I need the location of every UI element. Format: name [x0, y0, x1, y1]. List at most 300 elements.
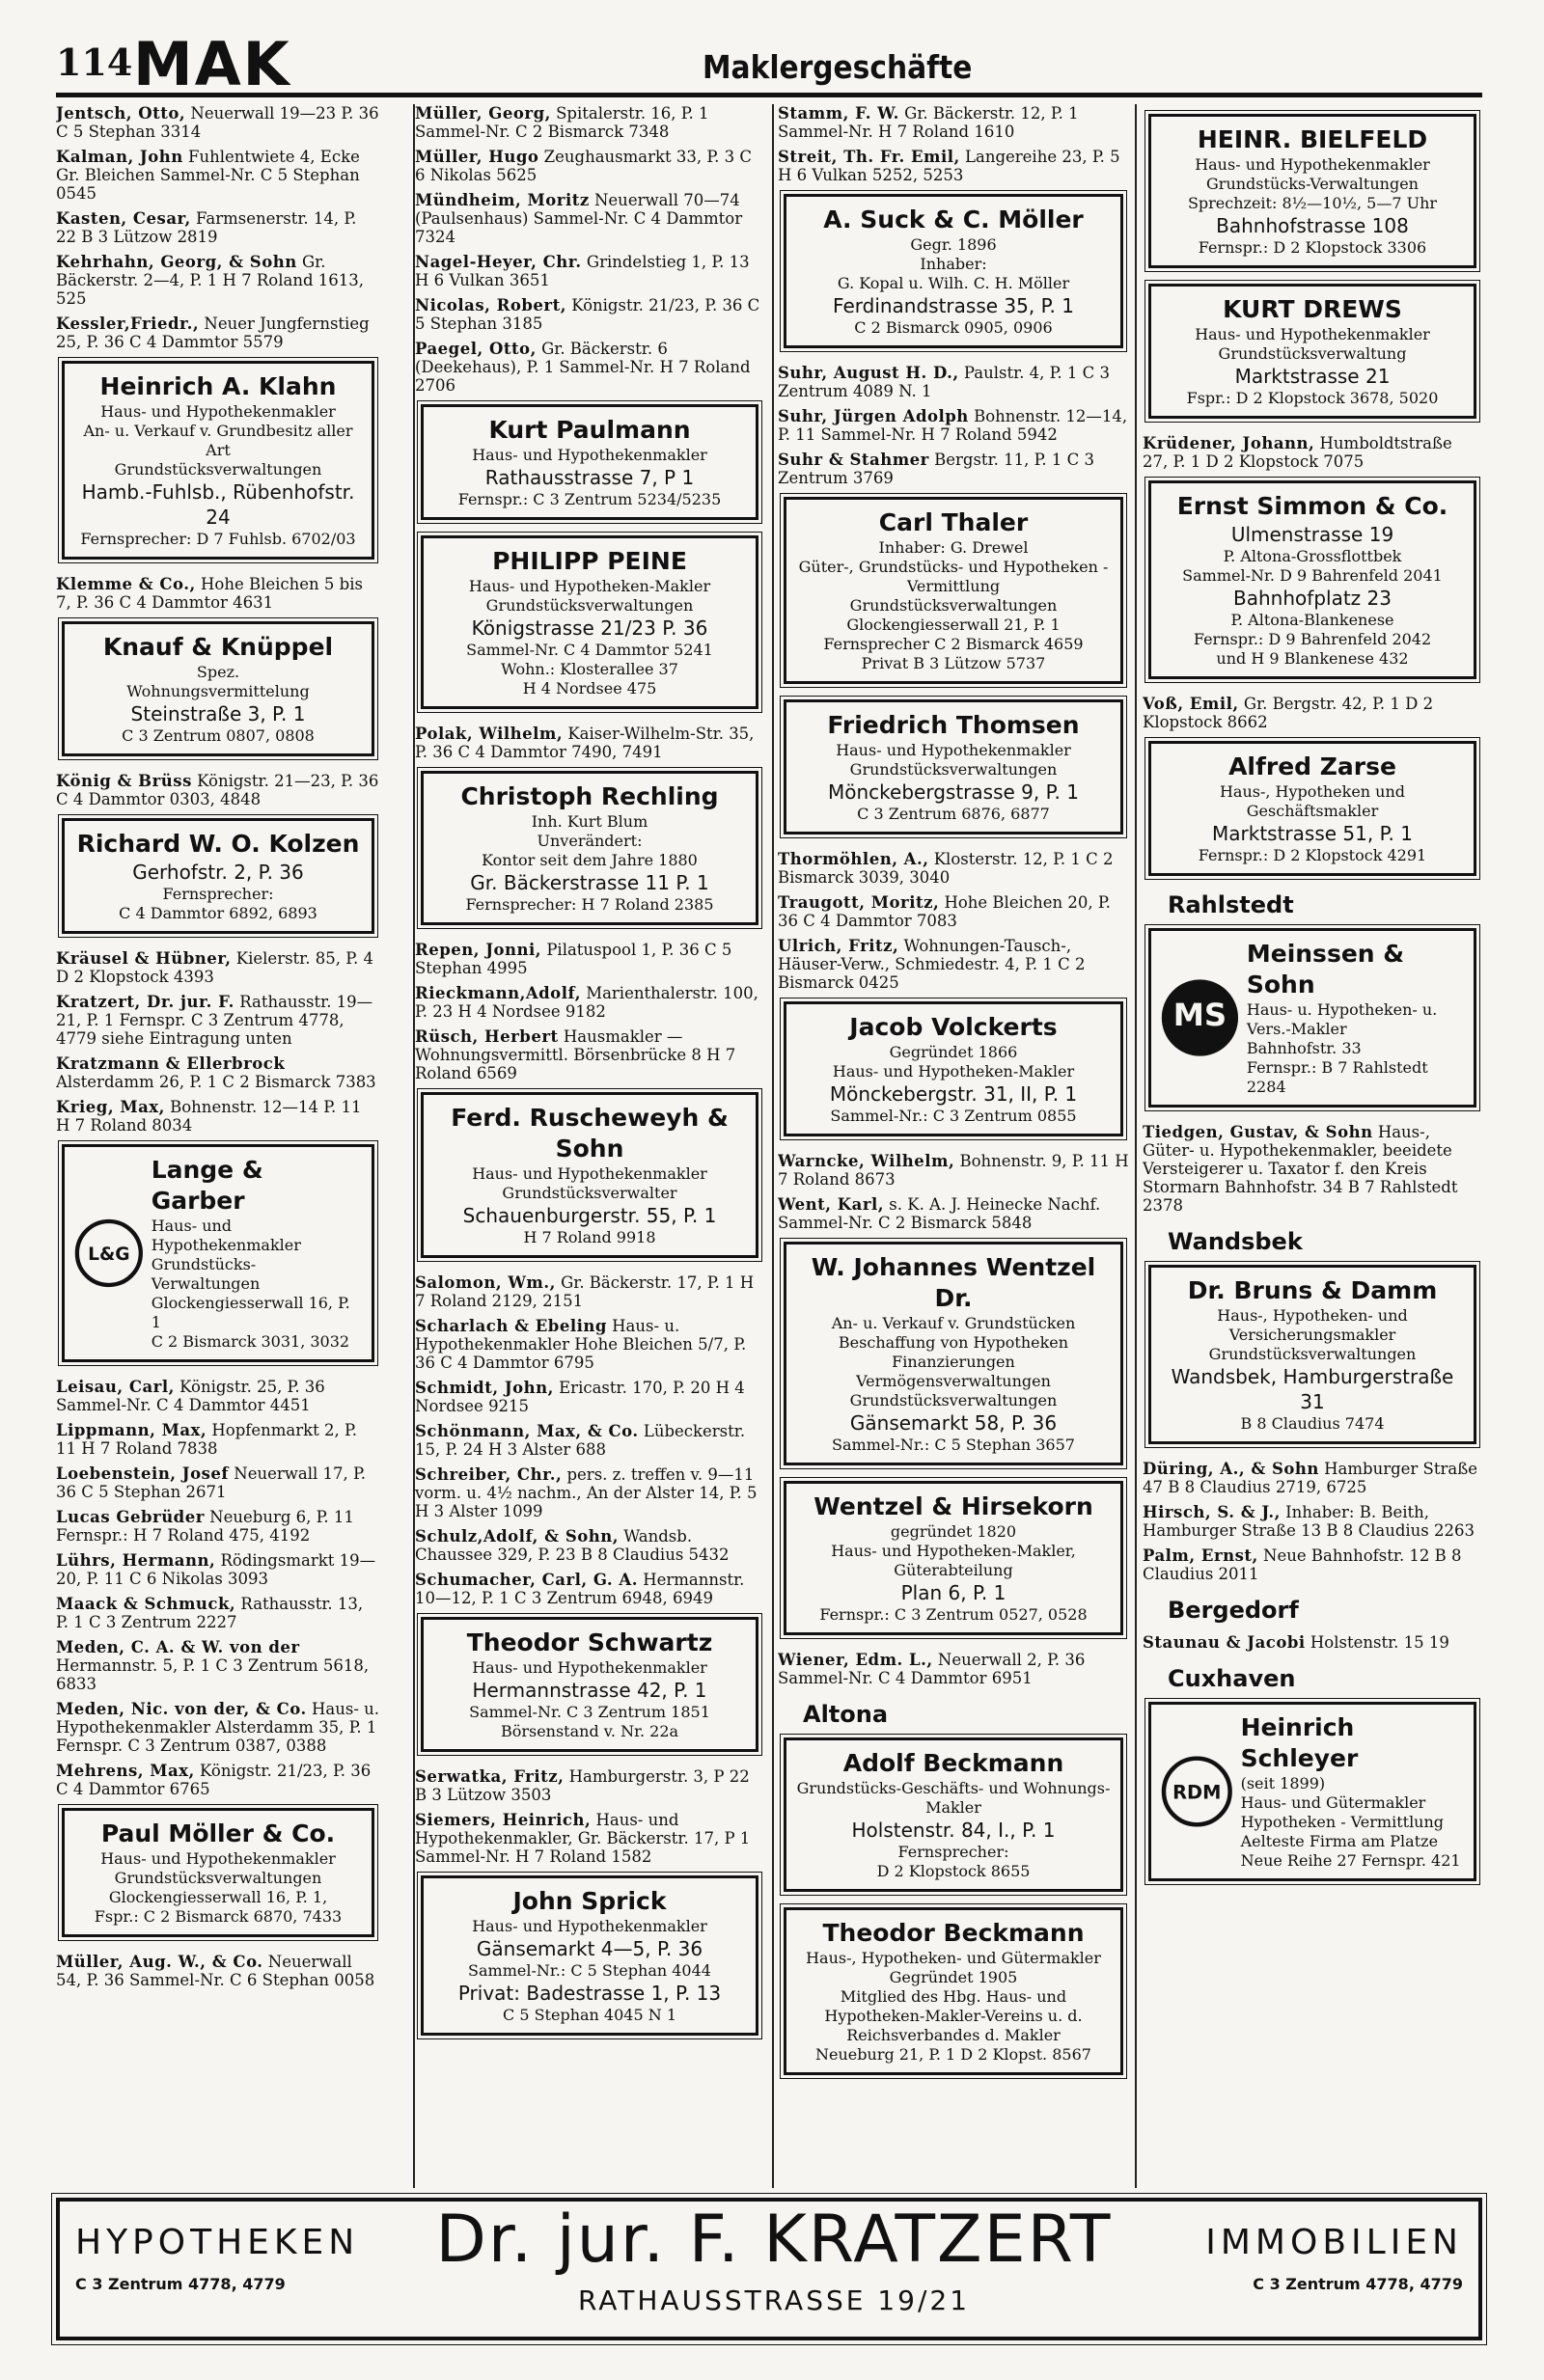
directory-entry: [56, 1595, 380, 1631]
directory-entry: [415, 1811, 764, 1866]
advert-line: Grundstücksverwaltungen: [849, 760, 1058, 779]
advert-line: Hypotheken - Vermittlung: [1240, 1813, 1445, 1831]
directory-entry: [56, 1378, 380, 1414]
entry-details: Bohnenstr. 12—14 P. 11 H 7 Roland 8034: [56, 1098, 362, 1135]
entry-name: Kratzert, Dr. jur. F.: [56, 993, 234, 1011]
advert-box: [421, 404, 758, 520]
entry-name: Meden, C. A. & W. von der: [56, 1638, 300, 1656]
entry-details: Zeughausmarkt 33, P. 3 C 6 Nikolas 5625: [415, 148, 752, 184]
advert-box-logo: [62, 1144, 374, 1362]
advert-line: Wandsbek, Hamburgerstraße 31: [1171, 1365, 1454, 1413]
advert-box: [1148, 284, 1476, 419]
advert-text: [1247, 939, 1464, 1097]
column-3: [778, 104, 1129, 2188]
banner-right-phone: C 3 Zentrum 4778, 4779: [1253, 2275, 1463, 2293]
entry-details: Holstenstr. 15 19: [1310, 1633, 1449, 1652]
entry-details: Königstr. 21—23, P. 36 C 4 Dammtor 0303, 4848: [56, 772, 379, 808]
advert-line: Marktstrasse 21: [1234, 365, 1391, 388]
entry-name: König & Brüss: [56, 772, 192, 790]
banner-right-title: IMMOBILIEN: [1205, 2223, 1463, 2262]
entry-name: Müller, Hugo: [415, 148, 539, 166]
advert-line: Gr. Bäckerstrasse 11 P. 1: [470, 871, 709, 894]
advert-box: [62, 621, 374, 756]
entry-name: Leisau, Carl,: [56, 1378, 175, 1396]
directory-entry: [415, 296, 764, 333]
advert-box: [784, 194, 1123, 348]
entry-name: Polak, Wilhelm,: [415, 725, 564, 743]
advert-firm-name: Carl Thaler: [878, 508, 1029, 536]
advert-line: Grundstücksverwalter: [502, 1184, 677, 1202]
entry-name: Ulrich, Fritz,: [778, 937, 899, 955]
directory-entry: [778, 1651, 1129, 1687]
entry-details: Gr. Bäckerstr. 6 (Deekehaus), P. 1 Sammel-Nr. H 7 Roland 2706: [415, 340, 751, 395]
entry-name: Lührs, Hermann,: [56, 1551, 216, 1570]
entry-details: Fuhlentwiete 4, Ecke Gr. Bleichen Sammel-Nr. C 5 Stephan 0545: [56, 148, 360, 203]
advert-box: [421, 1092, 758, 1258]
entry-details: Hausmakler — Wohnungsvermittl. Börsenbrücke 8 H 7 Roland 6569: [415, 1027, 736, 1082]
entry-details: Pilatuspool 1, P. 36 C 5 Stephan 4995: [415, 941, 732, 977]
directory-entry: [56, 1508, 380, 1545]
advert-line: B 8 Claudius 7474: [1240, 1414, 1385, 1433]
place-heading: Cuxhaven: [1168, 1665, 1296, 1692]
advert-line: Wohnungsvermittelung: [126, 682, 310, 700]
entry-name: Tiedgen, Gustav, & Sohn: [1143, 1123, 1373, 1141]
advert-firm-name: Theodor Beckmann: [822, 1919, 1085, 1947]
advert-line: Haus- und Hypotheken-Makler: [468, 577, 711, 595]
advert-line: Grundstücks-Geschäfts- und Wohnungs-Makler: [796, 1779, 1111, 1817]
advert-line: Haus- und Hypothekenmakler: [472, 1917, 707, 1935]
svg-text:MS: MS: [1172, 997, 1227, 1034]
header-rule: [56, 93, 1482, 97]
entry-details: Hermannstr. 10—12, P. 1 C 3 Zentrum 6948, 6949: [415, 1571, 745, 1607]
entry-name: Müller, Georg,: [415, 104, 551, 123]
advert-box: [784, 1001, 1123, 1136]
entry-name: Traugott, Moritz,: [778, 893, 940, 912]
firm-logo-icon: [1161, 1753, 1233, 1830]
directory-entry: [1143, 434, 1482, 471]
directory-entry: [56, 315, 380, 351]
entry-details: Lübeckerstr. 15, P. 24 H 3 Alster 688: [415, 1422, 746, 1459]
advert-line: Rathausstrasse 7, P 1: [484, 466, 695, 489]
entry-name: Lippmann, Max,: [56, 1421, 207, 1439]
advert-line: Mönckebergstrasse 9, P. 1: [828, 780, 1079, 804]
advert-line: Fernsprecher C 2 Bismarck 4659: [823, 635, 1084, 653]
advert-box: [421, 535, 758, 709]
entry-name: Siemers, Heinrich,: [415, 1811, 592, 1829]
advert-box-logo: [1148, 1702, 1476, 1881]
advert-line: Fernspr.: D 9 Bahrenfeld 2042: [1193, 630, 1432, 648]
advert-line: Vermögensverwaltungen: [856, 1372, 1051, 1390]
advert-box-logo: [1148, 928, 1476, 1108]
advert-line: Haus- und Hypothekenmakler: [1195, 325, 1430, 343]
banner-center-name: Dr. jur. F. KRATZERT: [435, 2202, 1113, 2278]
directory-entry: [415, 1027, 764, 1082]
advert-line: (seit 1899): [1240, 1774, 1326, 1792]
advert-line: C 4 Dammtor 6892, 6893: [119, 904, 317, 922]
directory-entry: [56, 949, 380, 986]
advert-line: Privat B 3 Lützow 5737: [861, 654, 1046, 672]
advert-line: Fspr.: C 2 Bismarck 6870, 7433: [94, 1907, 343, 1926]
advert-box: [62, 361, 374, 560]
entry-name: Voß, Emil,: [1143, 695, 1239, 713]
advert-firm-name: Friedrich Thomsen: [827, 711, 1080, 739]
advert-line: C 2 Bismarck 0905, 0906: [854, 318, 1053, 337]
entry-name: Schönmann, Max, & Co.: [415, 1422, 639, 1440]
directory-entry: [56, 1700, 380, 1755]
entry-name: Rüsch, Herbert: [415, 1027, 559, 1046]
entry-details: Wandsb. Chaussee 329, P. 23 B 8 Claudius 5432: [415, 1527, 730, 1564]
directory-entry: [56, 1421, 380, 1458]
advert-firm-name: Lange & Garber: [151, 1156, 263, 1215]
page-header: [56, 29, 1482, 99]
advert-line: Gegr. 1896: [910, 235, 997, 254]
entry-details: Gr. Bäckerstr. 17, P. 1 H 7 Roland 2129, 2151: [415, 1273, 755, 1310]
directory-entry: [56, 993, 380, 1048]
banner-left-title: HYPOTHEKEN: [75, 2223, 360, 2262]
advert-line: Bahnhofstrasse 108: [1216, 214, 1409, 237]
advert-line: Bahnhofplatz 23: [1233, 587, 1392, 610]
entry-name: Krieg, Max,: [56, 1098, 165, 1116]
directory-entry: [778, 148, 1129, 184]
entry-details: Gr. Bäckerstr. 12, P. 1 Sammel-Nr. H 7 Roland 1610: [778, 104, 1079, 141]
directory-entry: [415, 104, 764, 141]
advert-box: [62, 1808, 374, 1937]
entry-details: Neuerwall 17, P. 36 C 5 Stephan 2671: [56, 1464, 366, 1501]
entry-name: Schumacher, Carl, G. A.: [415, 1571, 638, 1589]
entry-details: Gr. Bergstr. 42, P. 1 D 2 Klopstock 8662: [1143, 695, 1434, 731]
advert-line: Fernspr.: D 2 Klopstock 3306: [1198, 238, 1427, 257]
entry-details: Farmsenerstr. 14, P. 22 B 3 Lützow 2819: [56, 209, 357, 246]
advert-line: Mitglied des Hbg. Haus- und Hypotheken-Makler-Vereins u. d. Reichsverbandes d. Makler: [824, 1987, 1083, 2044]
advert-line: Aelteste Firma am Platze: [1240, 1832, 1439, 1850]
entry-details: Kaiser-Wilhelm-Str. 35, P. 36 C 4 Dammtor 7490, 7491: [415, 725, 755, 761]
entry-name: Klemme & Co.,: [56, 575, 196, 593]
place-heading: Wandsbek: [1168, 1228, 1303, 1255]
entry-name: Kasten, Cesar,: [56, 209, 191, 228]
column-divider: [772, 104, 774, 2188]
advert-line: Gänsemarkt 58, P. 36: [849, 1411, 1058, 1435]
advert-line: Finanzierungen: [892, 1353, 1015, 1371]
advert-firm-name: Richard W. O. Kolzen: [76, 830, 360, 858]
advert-line: Haus- und Hypothekenmakler: [836, 741, 1071, 759]
advert-line: Schauenburgerstr. 55, P. 1: [462, 1204, 717, 1227]
column-1: [56, 104, 380, 2188]
advert-line: Kontor seit dem Jahre 1880: [482, 851, 698, 869]
advert-line: Inhaber: G. Drewel: [878, 538, 1029, 557]
advert-line: Haus- und Hypothekenmakler: [472, 446, 707, 464]
advert-line: Fernspr.: C 3 Zentrum 5234/5235: [457, 490, 722, 508]
column-2: [415, 104, 764, 2188]
advert-line: Holstenstr. 84, I., P. 1: [851, 1819, 1056, 1842]
advert-line: C 2 Bismarck 3031, 3032: [151, 1332, 350, 1351]
entry-details: Klosterstr. 12, P. 1 C 2 Bismarck 3039, 3040: [778, 850, 1114, 887]
advert-line: Sammel-Nr. C 3 Zentrum 1851: [469, 1703, 710, 1721]
advert-line: und H 9 Blankenese 432: [1216, 649, 1409, 668]
directory-entry: [415, 725, 764, 761]
entry-details: Inhaber: B. Beith, Hamburger Straße 13 B 8 Claudius 2263: [1143, 1503, 1475, 1540]
advert-box: [1148, 114, 1476, 268]
entry-details: Neuer Jungfernstieg 25, P. 36 C 4 Dammtor 5579: [56, 315, 370, 351]
directory-entry: [56, 148, 380, 203]
entry-details: Neuerwall 70—74 (Paulsenhaus) Sammel-Nr. C 4 Dammtor 7324: [415, 191, 743, 246]
advert-firm-name: Knauf & Knüppel: [102, 633, 334, 661]
entry-name: Thormöhlen, A.,: [778, 850, 929, 868]
entry-details: Neuerwall 19—23 P. 36 C 5 Stephan 3314: [56, 104, 379, 141]
firm-logo-icon: [1161, 965, 1239, 1071]
advert-line: Fernsprecher: D 7 Fuhlsb. 6702/03: [80, 530, 356, 548]
entry-name: Salomon, Wm.,: [415, 1273, 556, 1292]
directory-entry: [415, 191, 764, 246]
advert-text: [1241, 1712, 1464, 1871]
advert-firm-name: A. Suck & C. Möller: [823, 205, 1084, 233]
entry-details: pers. z. treffen v. 9—11 vorm. u. 4½ nachm., An der Alster 14, P. 5 H 3 Alster 1099: [415, 1465, 758, 1520]
entry-details: Neue Bahnhofstr. 12 B 8 Claudius 2011: [1143, 1546, 1462, 1583]
directory-entry: [415, 1571, 764, 1607]
entry-details: Langereihe 23, P. 5 H 6 Vulkan 5252, 5253: [778, 148, 1120, 184]
advert-firm-name: Heinrich A. Klahn: [99, 372, 337, 400]
section-title: Maklergeschäfte: [703, 48, 973, 86]
advert-firm-name: Jacob Volckerts: [849, 1013, 1058, 1041]
entry-details: Bohnenstr. 12—14, P. 11 Sammel-Nr. H 7 Roland 5942: [778, 407, 1128, 444]
directory-entry: [415, 1273, 764, 1310]
entry-details: Paulstr. 4, P. 1 C 3 Zentrum 4089 N. 1: [778, 364, 1111, 400]
entry-name: Schmidt, John,: [415, 1379, 554, 1397]
advert-text: [152, 1155, 362, 1352]
entry-details: Hermannstr. 5, P. 1 C 3 Zentrum 5618, 6833: [56, 1656, 370, 1693]
entry-name: Paegel, Otto,: [415, 340, 537, 358]
page-number: 114: [56, 41, 133, 84]
advert-box: [421, 771, 758, 925]
advert-line: Fspr.: D 2 Klopstock 3678, 5020: [1186, 389, 1439, 407]
advert-line: Haus- und Hypotheken-Makler: [832, 1062, 1075, 1081]
entry-name: Kehrhahn, Georg, & Sohn: [56, 253, 297, 271]
directory-entry: [415, 1527, 764, 1564]
entry-name: Schreiber, Chr.,: [415, 1465, 563, 1484]
advert-box: [1148, 480, 1476, 679]
entry-name: Wiener, Edm. L.,: [778, 1651, 933, 1669]
entry-name: Rieckmann,Adolf,: [415, 984, 581, 1002]
entry-name: Müller, Aug. W., & Co.: [56, 1953, 263, 1971]
directory-entry: [1143, 1460, 1482, 1496]
advert-line: Mönckebergstr. 31, II, P. 1: [829, 1082, 1078, 1106]
advert-line: Königstrasse 21/23 P. 36: [471, 616, 708, 640]
directory-entry: [415, 1767, 764, 1804]
directory-entry: [56, 1551, 380, 1588]
advert-line: Fernsprecher:: [162, 885, 274, 903]
advert-logo-row: [1161, 939, 1464, 1097]
advert-line: Hamb.-Fuhlsb., Rübenhofstr. 24: [81, 480, 355, 529]
directory-entry: [778, 893, 1129, 930]
entry-name: Suhr, August H. D.,: [778, 364, 959, 382]
directory-entry: [56, 253, 380, 308]
advert-line: gegründet 1820: [890, 1522, 1017, 1541]
entry-name: Warncke, Wilhelm,: [778, 1152, 955, 1170]
directory-entry: [1143, 1633, 1482, 1652]
advert-line: Gänsemarkt 4—5, P. 36: [476, 1937, 703, 1960]
banner-left-phone: C 3 Zentrum 4778, 4779: [75, 2275, 286, 2293]
kratzert-banner-ad: [56, 2198, 1482, 2340]
advert-line: Glockengiesserwall 16, P. 1,: [108, 1888, 328, 1906]
entry-details: Spitalerstr. 16, P. 1 Sammel-Nr. C 2 Bismarck 7348: [415, 104, 709, 141]
directory-entry: [415, 1379, 764, 1415]
advert-firm-name: John Sprick: [512, 1887, 667, 1915]
advert-line: Neue Reihe 27 Fernspr. 421: [1240, 1851, 1461, 1870]
entry-details: Haus- u. Hypothekenmakler Hohe Bleichen 5/7, P. 36 C 4 Dammtor 6795: [415, 1317, 747, 1372]
advert-line: Haus-, Hypotheken- und Gütermakler: [806, 1949, 1101, 1967]
advert-line: Grundstücksverwaltungen: [849, 596, 1058, 615]
directory-entry: [415, 340, 764, 395]
entry-details: Neueburg 6, P. 11 Fernspr.: H 7 Roland 475, 4192: [56, 1508, 354, 1545]
entry-name: Maack & Schmuck,: [56, 1595, 236, 1613]
advert-line: Sammel-Nr. D 9 Bahrenfeld 2041: [1182, 566, 1443, 585]
advert-line: Beschaffung von Hypotheken: [838, 1333, 1069, 1352]
advert-line: Marktstrasse 51, P. 1: [1212, 822, 1413, 845]
directory-entry: [56, 1953, 380, 1989]
advert-firm-name: KURT DREWS: [1223, 295, 1402, 323]
entry-details: Haus-, Güter- u. Hypothekenmakler, beeidete Versteigerer u. Taxator f. den Kreis Stormarn Bahnhofstr. 34 B 7 Rahlstedt 2378: [1143, 1123, 1458, 1215]
directory-entry: [415, 984, 764, 1021]
advert-box: [784, 1737, 1123, 1892]
advert-line: Privat: Badestrasse 1, P. 13: [457, 1982, 722, 2005]
directory-entry: [415, 1422, 764, 1459]
advert-line: Glockengiesserwall 21, P. 1: [846, 616, 1061, 634]
entry-details: Hamburgerstr. 3, P 22 B 3 Lützow 3503: [415, 1767, 750, 1804]
advert-firm-name: Dr. Bruns & Damm: [1187, 1276, 1438, 1304]
advert-line: D 2 Klopstock 8655: [876, 1862, 1031, 1880]
entry-name: Kratzmann & Ellerbrock: [56, 1054, 286, 1073]
entry-details: Haus- u. Hypothekenmakler Alsterdamm 35, P. 1 Fernspr. C 3 Zentrum 0387, 0388: [56, 1700, 380, 1755]
directory-entry: [415, 1465, 764, 1520]
advert-line: Haus- u. Hypotheken- u. Vers.-Makler: [1246, 1000, 1438, 1038]
entry-details: Humboldtstraße 27, P. 1 D 2 Klopstock 7075: [1143, 434, 1452, 471]
entry-details: Ericastr. 170, P. 20 H 4 Nordsee 9215: [415, 1379, 745, 1415]
directory-entry: [1143, 695, 1482, 731]
entry-details: Wohnungen-Tausch-, Häuser-Verw., Schmiedestr. 4, P. 1 C 2 Bismarck 0425: [778, 937, 1086, 992]
advert-line: Grundstücksverwaltungen: [114, 1869, 322, 1887]
advert-box: [1148, 1265, 1476, 1444]
directory-entry: [778, 1195, 1129, 1232]
entry-details: Marienthalerstr. 100, P. 23 H 4 Nordsee 9182: [415, 984, 758, 1021]
entry-name: Nicolas, Robert,: [415, 296, 566, 315]
advert-line: Güter-, Grundstücks- und Hypotheken - Vermittlung: [798, 558, 1109, 595]
advert-firm-name: Ernst Simmon & Co.: [1176, 492, 1448, 520]
advert-box: [784, 699, 1123, 834]
advert-line: P. Altona-Blankenese: [1230, 611, 1394, 629]
advert-line: Haus- und Hypotheken-Makler, Güterabteilung: [831, 1542, 1076, 1579]
advert-firm-name: Heinrich Schleyer: [1240, 1713, 1359, 1772]
advert-line: Glockengiesserwall 16, P. 1: [151, 1294, 350, 1331]
advert-firm-name: Wentzel & Hirsekorn: [813, 1492, 1093, 1520]
advert-firm-name: Paul Möller & Co.: [100, 1819, 336, 1847]
advert-line: Gerhofstr. 2, P. 36: [132, 861, 304, 884]
entry-details: s. K. A. J. Heinecke Nachf. Sammel-Nr. C 2 Bismarck 5848: [778, 1195, 1101, 1232]
advert-line: Grundstücksverwaltungen: [849, 1391, 1058, 1409]
advert-firm-name: Ferd. Ruscheweyh & Sohn: [451, 1104, 729, 1163]
entry-details: Rathausstr. 13, P. 1 C 3 Zentrum 2227: [56, 1595, 364, 1631]
directory-entry: [56, 209, 380, 246]
entry-name: Meden, Nic. von der, & Co.: [56, 1700, 307, 1718]
directory-entry: [778, 364, 1129, 400]
directory-entry: [778, 407, 1129, 444]
advert-box: [784, 1481, 1123, 1635]
place-heading: Rahlstedt: [1168, 891, 1294, 918]
entry-name: Kräusel & Hübner,: [56, 949, 232, 968]
entry-name: Loebenstein, Josef: [56, 1464, 229, 1483]
advert-box: [784, 1242, 1123, 1465]
entry-details: Kielerstr. 85, P. 4 D 2 Klopstock 4393: [56, 949, 373, 986]
entry-name: Jentsch, Otto,: [56, 104, 186, 123]
advert-line: Inh. Kurt Blum: [531, 812, 648, 831]
advert-line: Gegründet 1866: [889, 1043, 1018, 1061]
advert-line: Grundstücks-Verwaltungen: [151, 1255, 261, 1293]
entry-details: Gr. Bäckerstr. 2—4, P. 1 H 7 Roland 1613, 525: [56, 253, 365, 308]
entry-name: Suhr, Jürgen Adolph: [778, 407, 969, 425]
entry-name: Nagel-Heyer, Chr.: [415, 253, 582, 271]
advert-line: Fernspr.: B 7 Rahlstedt 2284: [1246, 1058, 1428, 1096]
advert-line: Haus- und Hypothekenmakler: [472, 1658, 707, 1677]
advert-line: C 3 Zentrum 6876, 6877: [857, 805, 1050, 823]
advert-line: H 7 Roland 9918: [523, 1228, 656, 1246]
advert-firm-name: Adolf Beckmann: [842, 1749, 1064, 1777]
advert-line: Gegründet 1905: [889, 1968, 1018, 1986]
directory-entry: [56, 1464, 380, 1501]
directory-entry: [778, 451, 1129, 487]
directory-entry: [56, 1054, 380, 1091]
banner-center-address: RATHAUSSTRASSE 19/21: [577, 2284, 971, 2316]
advert-firm-name: Christoph Rechling: [460, 782, 719, 810]
directory-entry: [56, 575, 380, 612]
entry-details: Rathausstr. 19—21, P. 1 Fernspr. C 3 Zentrum 4778, 4779 siehe Eintragung unten: [56, 993, 373, 1048]
directory-entry: [56, 772, 380, 808]
directory-entry: [778, 850, 1129, 887]
advert-line: Fernsprecher:: [897, 1843, 1009, 1861]
advert-line: Wohn.: Klosterallee 37: [501, 660, 678, 678]
entry-details: Hopfenmarkt 2, P. 11 H 7 Roland 7838: [56, 1421, 357, 1458]
entry-name: Kalman, John: [56, 148, 183, 166]
column-divider: [1135, 104, 1137, 2188]
directory-entry: [778, 1152, 1129, 1189]
entry-details: Rödingsmarkt 19—20, P. 11 C 6 Nikolas 3093: [56, 1551, 376, 1588]
entry-name: Staunau & Jacobi: [1143, 1633, 1306, 1652]
advert-box: [62, 818, 374, 934]
directory-entry: [778, 104, 1129, 141]
advert-line: Grundstücksverwaltungen: [114, 460, 322, 479]
advert-line: P. Altona-Grossflottbek: [1223, 547, 1402, 565]
directory-entry: [1143, 1546, 1482, 1583]
advert-firm-name: HEINR. BIELFELD: [1197, 125, 1428, 153]
advert-line: Haus-, Hypotheken und Geschäftsmakler: [1219, 782, 1406, 820]
entry-name: Düring, A., & Sohn: [1143, 1460, 1319, 1478]
entry-details: Hamburger Straße 47 B 8 Claudius 2719, 6725: [1143, 1460, 1477, 1496]
entry-details: Bergstr. 11, P. 1 C 3 Zentrum 3769: [778, 451, 1094, 487]
advert-box: [1148, 741, 1476, 876]
advert-line: G. Kopal u. Wilh. C. H. Möller: [837, 274, 1070, 292]
advert-line: Grundstücks-Verwaltungen: [1206, 175, 1419, 193]
advert-line: Grundstücksverwaltungen: [485, 596, 694, 615]
entry-details: Neuerwall 54, P. 36 Sammel-Nr. C 6 Stephan 0058: [56, 1953, 375, 1989]
entry-name: Palm, Ernst,: [1143, 1546, 1258, 1565]
advert-line: Fernsprecher: H 7 Roland 2385: [465, 895, 714, 914]
advert-line: Fernspr.: D 2 Klopstock 4291: [1198, 846, 1427, 864]
entry-details: Hohe Bleichen 20, P. 36 C 4 Dammtor 7083: [778, 893, 1111, 930]
advert-line: Sammel-Nr. C 4 Dammtor 5241: [466, 641, 713, 659]
advert-box: [784, 1907, 1123, 2075]
entry-name: Mündheim, Moritz: [415, 191, 590, 209]
entry-name: Streit, Th. Fr. Emil,: [778, 148, 960, 166]
advert-line: Sammel-Nr.: C 3 Zentrum 0855: [830, 1107, 1077, 1125]
entry-details: Alsterdamm 26, P. 1 C 2 Bismarck 7383: [56, 1073, 376, 1091]
advert-firm-name: W. Johannes Wentzel Dr.: [811, 1253, 1096, 1312]
